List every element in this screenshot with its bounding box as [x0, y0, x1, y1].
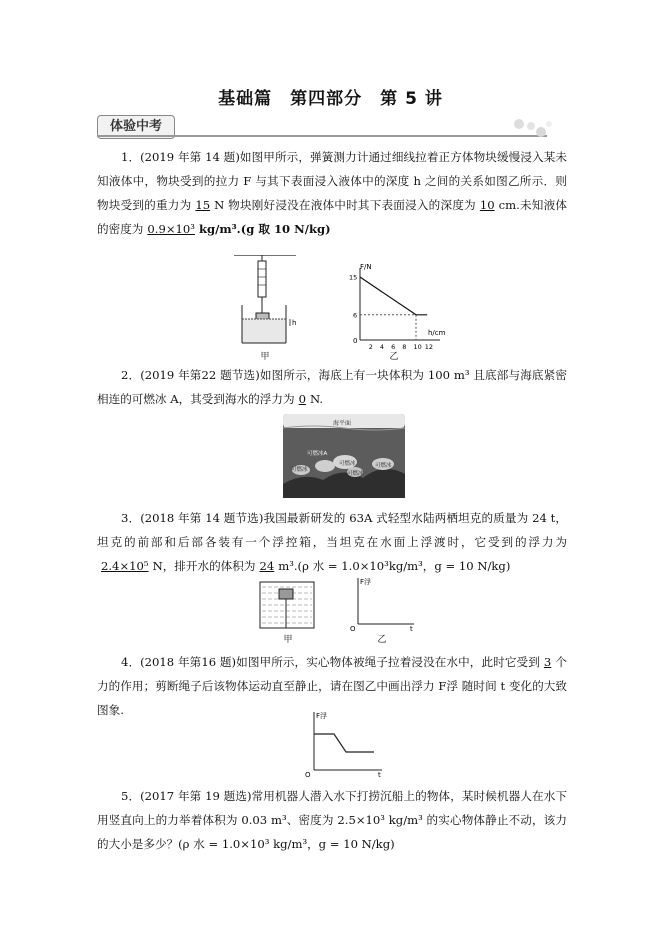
sea-level-label: 海平面: [333, 420, 352, 427]
question-text: m³.(ρ 水 = 1.0×10³kg/m³，g = 10 N/kg): [278, 559, 511, 573]
x-tick-label: 2: [368, 343, 373, 351]
x-axis-label: t: [410, 625, 413, 632]
buoyancy-time-graph: [302, 708, 386, 778]
answer-blank: 3: [543, 655, 552, 669]
x-tick-label: 12: [424, 343, 433, 351]
y-axis-label: F浮: [316, 712, 328, 720]
beaker-figure: [258, 578, 316, 630]
question-text: (2017 年第 19 题选)常用机器人潜入水下打捞沉船上的物体，某时候机器人在水下用竖直向上的力举着体积为 0.03 m³、密度为 2.5×10³ kg/m³ 的实心物体静止不动，该力的大小是多少？(ρ 水 = 1.0×10³ kg/m³，g = 10 N/kg): [97, 789, 567, 851]
x-tick-label: 6: [391, 343, 396, 351]
question-text: kg/m³.(g 取 10 N/kg): [198, 222, 331, 236]
empty-axes-figure: [346, 574, 418, 632]
question-number: 1．: [121, 150, 141, 164]
x-tick-label: 8: [402, 343, 407, 351]
section-tag: 体验中考: [97, 115, 175, 139]
answer-blank: 0.9×10³: [147, 222, 195, 236]
origin-label: O: [350, 625, 356, 632]
ice-label: 可燃冰: [339, 461, 356, 467]
ice-label: 可燃冰: [347, 471, 364, 477]
question-5: [97, 784, 567, 856]
f-h-chart: [340, 262, 450, 352]
question-text: N，排开水的体积为: [152, 559, 256, 573]
ice-label: 可燃冰: [291, 467, 308, 473]
question-2: [97, 363, 567, 411]
question-text: (2019 年第 14 题)如图甲所示，弹簧测力计通过细线拉着正方体物块缓慢浸入某未知液体中，物块受到的拉力 F 与其下表面浸入液体中的深度 h 之间的关系如图乙所示．则物块受到的重力为: [97, 150, 567, 212]
answer-blank: 24: [259, 559, 275, 573]
question-1: [97, 145, 567, 241]
question-number: 5．: [121, 789, 141, 803]
ice-label: 可燃冰A: [307, 451, 328, 457]
figure-caption: 乙: [389, 352, 399, 362]
question-text: cm.未知液体的密度为: [97, 198, 567, 236]
answer-blank: 10: [479, 198, 495, 212]
question-3: [97, 506, 567, 578]
y-axis-label: F/N: [360, 263, 372, 271]
answer-blank: 0: [298, 392, 306, 406]
question-text: (2018 年第16 题)如图甲所示，实心物体被绳子拉着浸没在水中，此时它受到: [140, 655, 540, 669]
figure-caption: 甲: [283, 635, 293, 645]
seabed-figure: [283, 414, 405, 498]
y-axis-label: F浮: [360, 578, 372, 586]
y-tick-label: 6: [353, 311, 358, 320]
ice-label: 可燃冰: [375, 463, 392, 469]
question-text: 个力的作用；剪断绳子后该物体运动直至静止，请在图乙中画出浮力 F浮 随时间 t 变化的大致图象.: [97, 655, 567, 717]
h-label: h: [292, 319, 297, 327]
x-tick-label: 10: [413, 343, 422, 351]
page-title: 基础篇 第四部分 第 5 讲: [218, 89, 443, 109]
question-text: (2018 年第 14 题节选)我国最新研发的 63A 式轻型水陆两栖坦克的质量为 24 t，坦克的前部和后部各装有一个浮控箱，当坦克在水面上浮渡时，它受到的浮力为: [97, 511, 567, 549]
origin-label: 0: [353, 337, 358, 345]
answer-blank: 15: [195, 198, 211, 212]
spring-scale-figure: [232, 255, 304, 345]
y-tick-label: 15: [349, 273, 358, 282]
answer-blank: 2.4×10⁵: [101, 559, 149, 573]
x-tick-label: 4: [379, 343, 385, 351]
x-axis-label: t: [378, 771, 381, 778]
section-divider: [97, 135, 547, 137]
question-text: N 物块刚好浸没在液体中时其下表面浸入的深度为: [214, 198, 476, 212]
question-text: (2019 年第22 题节选)如图所示，海底上有一块体积为 100 m³ 且底部与海底紧密相连的可燃冰 A，其受到海水的浮力为: [97, 368, 567, 406]
figure-caption: 乙: [377, 635, 387, 645]
origin-label: O: [305, 771, 311, 778]
series-line: [360, 277, 427, 315]
question-number: 2．: [121, 368, 141, 382]
figure-caption: 甲: [260, 352, 270, 362]
x-axis-label: h/cm: [428, 329, 446, 337]
question-number: 3．: [121, 511, 141, 525]
question-number: 4．: [121, 655, 141, 669]
question-text: N.: [309, 392, 324, 406]
decorative-dots: [505, 116, 555, 142]
